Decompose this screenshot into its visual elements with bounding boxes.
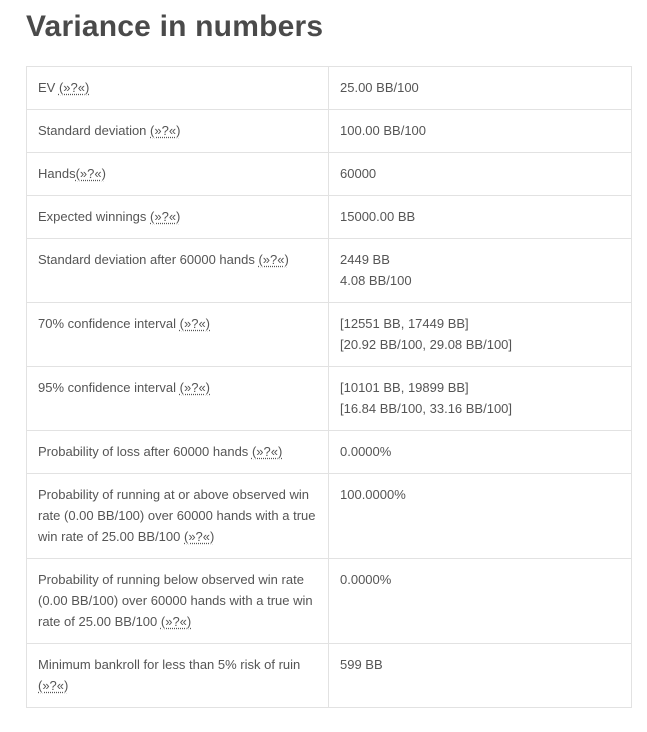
value-text: 599 BB bbox=[340, 657, 383, 672]
table-row bbox=[27, 239, 632, 303]
value-text: [10101 BB, 19899 BB] bbox=[340, 380, 469, 395]
row-value-minimum-bankroll bbox=[329, 644, 632, 708]
row-label-text: Minimum bankroll for less than 5% risk of ruin bbox=[38, 657, 301, 672]
help-link[interactable]: (»?«) bbox=[58, 80, 90, 95]
row-value-95-confidence-interval bbox=[329, 367, 632, 431]
table-row bbox=[27, 67, 632, 110]
value-text: [12551 BB, 17449 BB] bbox=[340, 316, 469, 331]
value-text: 100.0000% bbox=[340, 487, 406, 502]
value-text: 60000 bbox=[340, 166, 377, 181]
help-link[interactable]: (»?«) bbox=[179, 380, 211, 395]
row-label-text: Probability of running at or above observed win rate (0.00 BB/100) over 60000 hands with a true win rate of 25.00 BB/100 bbox=[38, 487, 316, 544]
row-label-text: Standard deviation after 60000 hands bbox=[38, 252, 255, 267]
row-label-probability-of-loss bbox=[27, 431, 329, 474]
row-label-standard-deviation-after-hands bbox=[27, 239, 329, 303]
row-value-probability-below bbox=[329, 559, 632, 644]
table-row bbox=[27, 303, 632, 367]
help-link[interactable]: (»?«) bbox=[160, 614, 192, 629]
table-row bbox=[27, 559, 632, 644]
value-text: 4.08 BB/100 bbox=[340, 273, 412, 288]
row-value-probability-of-loss bbox=[329, 431, 632, 474]
help-link[interactable]: (»?«) bbox=[150, 123, 181, 138]
row-value-70-confidence-interval bbox=[329, 303, 632, 367]
value-text: [16.84 BB/100, 33.16 BB/100] bbox=[340, 401, 513, 416]
row-label-text: EV bbox=[38, 80, 56, 95]
table-row bbox=[27, 367, 632, 431]
row-label-text: 70% confidence interval bbox=[38, 316, 177, 331]
page-title: Variance in numbers bbox=[26, 10, 324, 43]
help-link[interactable]: (»?«) bbox=[251, 444, 283, 459]
row-value-ev bbox=[329, 67, 632, 110]
row-label-text: Standard deviation bbox=[38, 123, 147, 138]
table-row bbox=[27, 153, 632, 196]
value-text: 0.0000% bbox=[340, 444, 392, 459]
row-label-minimum-bankroll bbox=[27, 644, 329, 708]
row-value-standard-deviation bbox=[329, 110, 632, 153]
row-label-probability-at-or-above bbox=[27, 474, 329, 559]
help-link[interactable]: (»?«) bbox=[258, 252, 289, 267]
row-label-hands bbox=[27, 153, 329, 196]
help-link[interactable]: (»?«) bbox=[75, 166, 106, 181]
row-value-expected-winnings bbox=[329, 196, 632, 239]
table-row bbox=[27, 110, 632, 153]
value-text: 25.00 BB/100 bbox=[340, 80, 419, 95]
value-text: [20.92 BB/100, 29.08 BB/100] bbox=[340, 337, 513, 352]
row-label-probability-below bbox=[27, 559, 329, 644]
row-label-text: Expected winnings bbox=[38, 209, 147, 224]
row-label-text: 95% confidence interval bbox=[38, 380, 177, 395]
row-label-text: Hands bbox=[38, 166, 76, 181]
help-link[interactable]: (»?«) bbox=[150, 209, 181, 224]
row-label-text: Probability of running below observed win rate (0.00 BB/100) over 60000 hands with a true win rate of 25.00 BB/100 bbox=[38, 572, 313, 629]
row-label-expected-winnings bbox=[27, 196, 329, 239]
row-label-70-confidence-interval bbox=[27, 303, 329, 367]
row-label-text: Probability of loss after 60000 hands bbox=[38, 444, 249, 459]
help-link[interactable]: (»?«) bbox=[184, 529, 215, 544]
row-value-probability-at-or-above bbox=[329, 474, 632, 559]
value-text: 15000.00 BB bbox=[340, 209, 416, 224]
table-row bbox=[27, 431, 632, 474]
table-row bbox=[27, 644, 632, 708]
row-label-95-confidence-interval bbox=[27, 367, 329, 431]
row-label-standard-deviation bbox=[27, 110, 329, 153]
row-value-standard-deviation-after-hands bbox=[329, 239, 632, 303]
row-value-hands bbox=[329, 153, 632, 196]
table-row bbox=[27, 196, 632, 239]
help-link[interactable]: (»?«) bbox=[38, 678, 69, 693]
variance-table bbox=[26, 66, 632, 708]
value-text: 0.0000% bbox=[340, 572, 392, 587]
value-text: 2449 BB bbox=[340, 252, 390, 267]
table-row bbox=[27, 474, 632, 559]
help-link[interactable]: (»?«) bbox=[179, 316, 211, 331]
value-text: 100.00 BB/100 bbox=[340, 123, 427, 138]
row-label-ev bbox=[27, 67, 329, 110]
